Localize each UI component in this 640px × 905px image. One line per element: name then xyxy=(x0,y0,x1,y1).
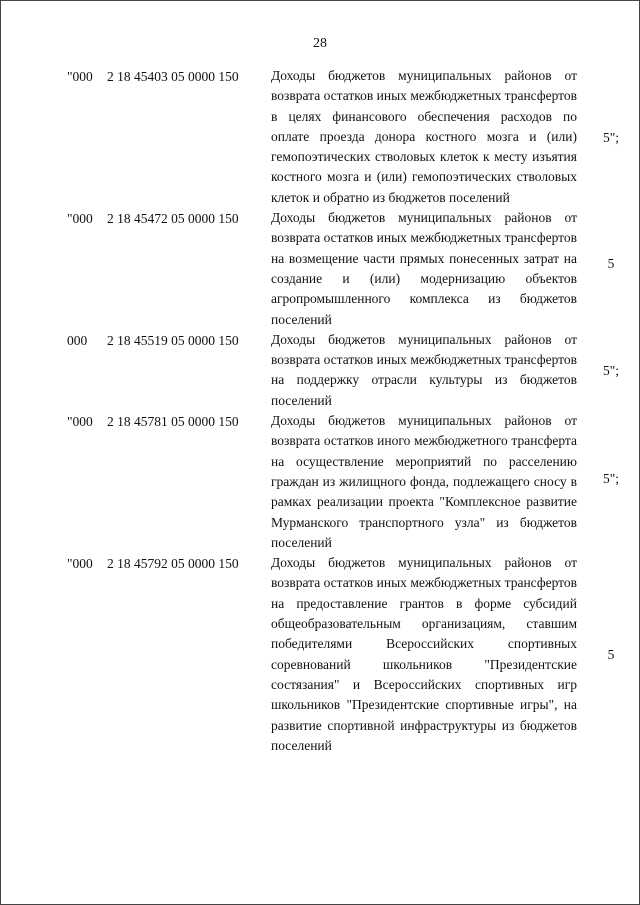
value-text: 5 xyxy=(607,256,615,272)
budget-code: 2 18 45781 05 0000 150 xyxy=(107,414,239,430)
revenue-description: Доходы бюджетов муниципальных районов от возврата остатков иных межбюджетных трансфертов на предоставление грантов в форме субсидий общеобразовательным организациям, ставшим победителями Всероссийских спортивных соревнований школьников "Президентские состязания" и Всероссийских спортивных игр школьников "Президентские спортивные игры", на развитие спортивной инфраструктуры из бюджетов поселений xyxy=(271,555,577,753)
admin-code: 000 xyxy=(67,332,88,348)
value-text: 5"; xyxy=(602,129,619,145)
budget-code: 2 18 45519 05 0000 150 xyxy=(107,332,239,348)
value-text: 5"; xyxy=(602,470,619,486)
table-row xyxy=(67,208,627,330)
budget-code: 2 18 45403 05 0000 150 xyxy=(107,69,239,84)
table-row xyxy=(67,66,627,208)
admin-code: "000 xyxy=(67,69,93,84)
page-number: 28 xyxy=(313,36,327,51)
revenue-description: Доходы бюджетов муниципальных районов от возврата остатков иных межбюджетных трансфертов на возмещение части прямых понесенных затрат на создание и (или) модернизацию объектов агропромышленного комплекса из бюджетов поселений xyxy=(271,210,577,327)
revenue-description: Доходы бюджетов муниципальных районов от возврата остатков иных межбюджетных трансфертов на поддержку отрасли культуры из бюджетов поселений xyxy=(271,331,577,408)
value-cell xyxy=(577,208,627,330)
value-cell xyxy=(577,411,627,553)
value-text: 5"; xyxy=(602,362,619,378)
revenue-description: Доходы бюджетов муниципальных районов от возврата остатков иного межбюджетного трансферта на осуществление мероприятий по расселению граждан из жилищного фонда, подлежащего сносу в рамках реализации проекта "Комплексное развитие Мурманского транспортного узла" из бюджетов поселений xyxy=(271,413,577,550)
table-row xyxy=(67,553,627,756)
admin-code: "000 xyxy=(67,211,93,227)
value-cell xyxy=(577,66,627,208)
value-cell xyxy=(577,330,627,411)
value-cell xyxy=(577,553,627,756)
budget-code: 2 18 45792 05 0000 150 xyxy=(107,556,239,572)
revenue-codes-table xyxy=(67,66,627,756)
table-row xyxy=(67,411,627,553)
admin-code: "000 xyxy=(67,556,93,572)
revenue-description: Доходы бюджетов муниципальных районов от возврата остатков иных межбюджетных трансфертов в целях финансового обеспечения расходов по оплате проезда донора костного мозга и (или) гемопоэтических стволовых клеток к месту изъятия костного мозга и (или) гемопоэтических стволовых клеток и обратно из бюджетов поселений xyxy=(271,68,577,205)
value-text: 5 xyxy=(607,647,615,663)
budget-code: 2 18 45472 05 0000 150 xyxy=(107,211,239,227)
admin-code: "000 xyxy=(67,414,93,430)
table-row xyxy=(67,330,627,411)
